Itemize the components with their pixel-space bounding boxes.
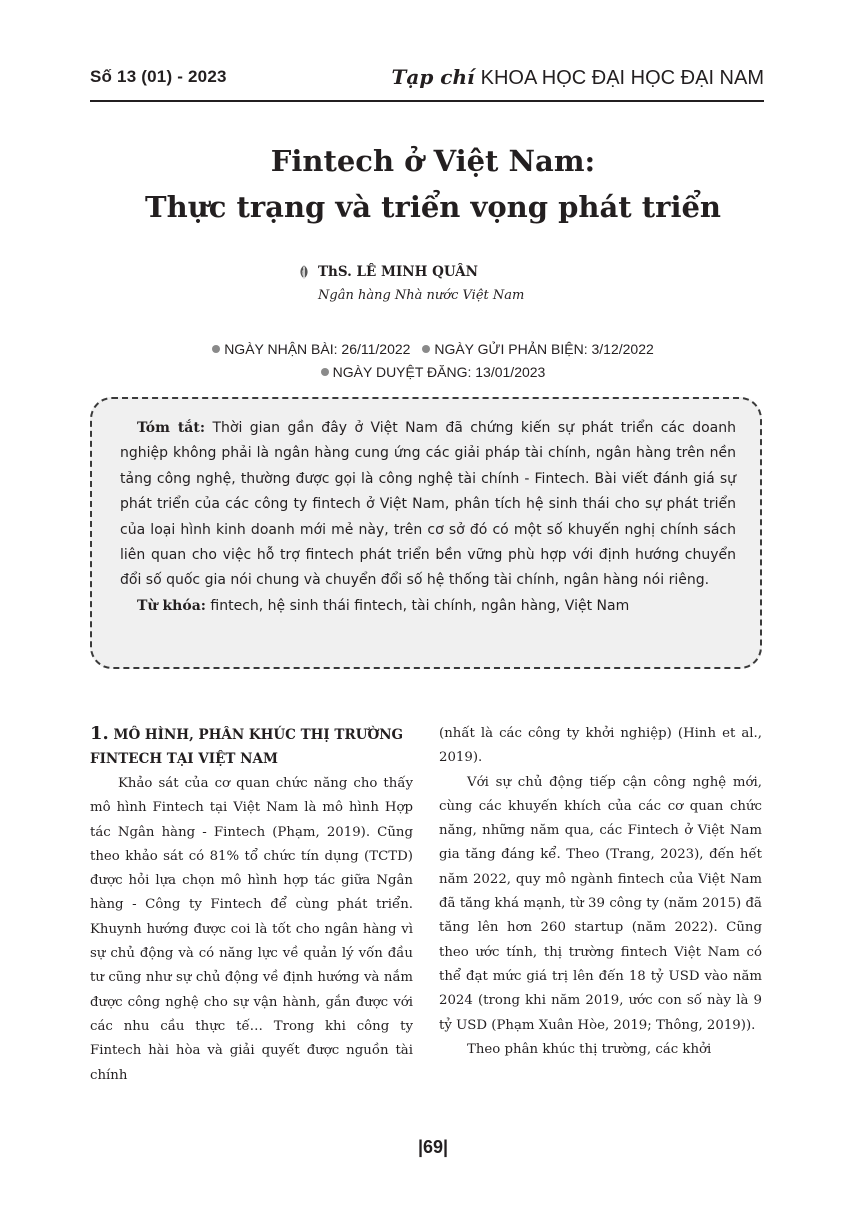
- bullet-icon: [212, 345, 220, 353]
- date-received: NGÀY NHẬN BÀI: 26/11/2022: [212, 341, 410, 357]
- article-dates: [100, 338, 766, 384]
- section-number: 1.: [90, 723, 109, 744]
- abstract-text: Thời gian gần đây ở Việt Nam đã chứng kiến sự phát triển các doanh nghiệp không phải là ngân hàng cung ứng các giải pháp tài chính, ngân hàng trên nền tảng công nghệ, thường được gọi là công nghệ tài chính - Fintech. Bài viết đánh giá sự phát triển của các công ty fintech ở Việt Nam, phân tích hệ sinh thái cho sự phát triển của loại hình kinh doanh mới mẻ này, trên cơ sở đó có một số khuyến nghị chính sách liên quan cho việc hỗ trợ fintech phát triển bền vững phù hợp với định hướng chuyển đổi số quốc gia nói chung và chuyển đổi số hệ thống tài chính, ngân hàng nói riêng.: [120, 420, 736, 589]
- keywords-label: Từ khóa:: [137, 597, 206, 614]
- abstract-box: [90, 397, 762, 669]
- author-affiliation: Ngân hàng Nhà nước Việt Nam: [318, 288, 525, 303]
- header-rule: [90, 100, 764, 102]
- body-paragraph-1: Khảo sát của cơ quan chức năng cho thấy mô hình Fintech tại Việt Nam là mô hình Hợp tác Ngân hàng - Fintech (Phạm, 2019). Cũng theo khảo sát có 81% tổ chức tín dụng (TCTD) được hỏi lựa chọn mô hình hợp tác giữa Ngân hàng - Công ty Fintech để cùng phát triển. Khuynh hướng được coi là tốt cho ngân hàng vì sự chủ động và có năng lực về quản lý vốn đầu tư cũng như sự chủ động về định hướng và nắm được công nghệ cho sự vận hành, gắn được với các nhu cầu thực tế… Trong khi công ty Fintech hài hòa và giải quyết được nguồn tài chính: [90, 776, 413, 1083]
- author-name: ThS. LÊ MINH QUÂN: [318, 264, 478, 280]
- author-block: [298, 262, 618, 303]
- body-paragraph-2: Với sự chủ động tiếp cận công nghệ mới, cùng các khuyến khích của các cơ quan chức năng, những năm qua, các Fintech ở Việt Nam gia tăng đáng kể. Theo (Trang, 2023), đến hết năm 2022, quy mô ngành fintech của Việt Nam đã tăng khá mạnh, từ 39 công ty (năm 2015) đã tăng lên hơn 260 startup (năm 2022). Cũng theo ước tính, thị trường fintech Việt Nam có thể đạt mức giá trị lên đến 18 tỷ USD vào năm 2024 (trong khi năm 2019, ước con số này là 9 tỷ USD (Phạm Xuân Hòe, 2019; Thông, 2019)).: [439, 774, 762, 1033]
- date-reviewed: NGÀY GỬI PHẢN BIỆN: 3/12/2022: [422, 341, 653, 357]
- section-heading-line-1: MÔ HÌNH, PHÂN KHÚC THỊ TRƯỜNG: [108, 727, 404, 743]
- abstract-label: Tóm tắt:: [137, 420, 206, 436]
- journal-name: KHOA HỌC ĐẠI HỌC ĐẠI NAM: [480, 67, 764, 89]
- section-heading-line-2: FINTECH TẠI VIỆT NAM: [90, 751, 278, 767]
- body-column-left: [90, 722, 413, 1088]
- bullet-icon: [321, 368, 329, 376]
- title-line-2: Thực trạng và triển vọng phát triển: [144, 190, 721, 224]
- abstract-paragraph: [120, 416, 736, 594]
- body-paragraph-3: Theo phân khúc thị trường, các khởi: [467, 1041, 712, 1057]
- keywords-text: fintech, hệ sinh thái fintech, tài chính, ngân hàng, Việt Nam: [205, 597, 630, 614]
- date-approved: NGÀY DUYỆT ĐĂNG: 13/01/2023: [321, 364, 546, 380]
- article-title: [40, 138, 826, 230]
- running-header: [90, 64, 764, 104]
- title-line-1: Fintech ở Việt Nam:: [270, 144, 596, 178]
- keywords-paragraph: [120, 594, 736, 619]
- bullet-icon: [422, 345, 430, 353]
- body-column-right: [439, 722, 762, 1062]
- page-number: |69|: [417, 1137, 449, 1157]
- journal-prefix: Tạp chí: [391, 65, 475, 89]
- journal-title: [392, 65, 764, 90]
- body-paragraph-1-continued: (nhất là các công ty khởi nghiệp) (Hinh et al., 2019).: [439, 726, 762, 766]
- section-heading: [90, 722, 413, 771]
- issue-number: Số 13 (01) - 2023: [90, 67, 227, 86]
- author-leaf-icon: [298, 265, 310, 279]
